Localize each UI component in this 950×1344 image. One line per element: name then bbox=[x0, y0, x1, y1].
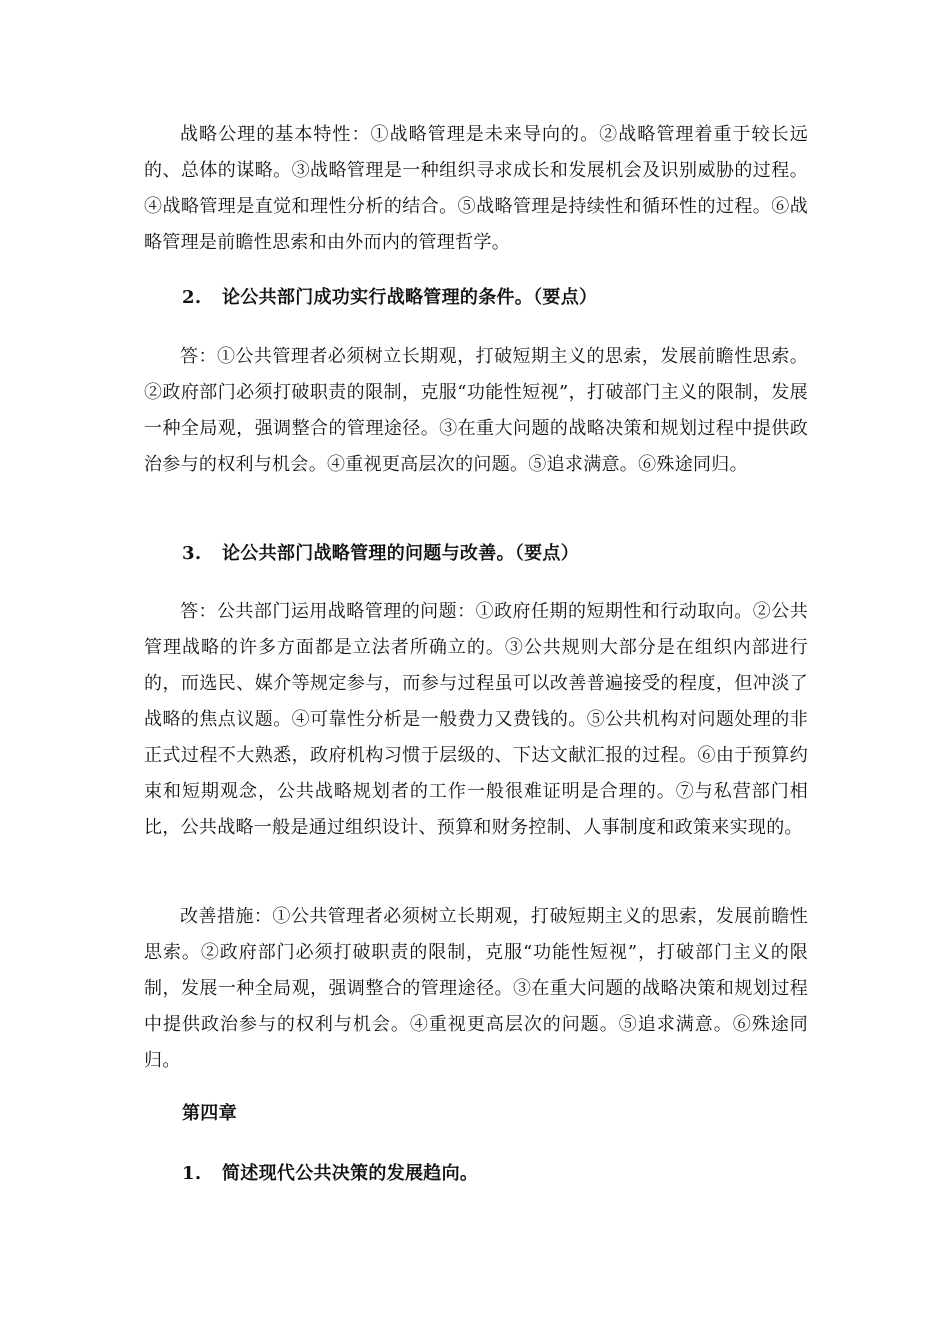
question-heading-3 bbox=[182, 536, 579, 572]
question-number: 1. bbox=[182, 1163, 202, 1184]
question-text: 论公共部门成功实行战略管理的条件。（要点） bbox=[222, 287, 598, 308]
improvement-measures-paragraph: 改善措施：①公共管理者必须树立长期观，打破短期主义的思索，发展前瞻性思索。②政府部门必须打破职责的限制，克服“功能性短视”，打破部门主义的限制，发展一种全局观，强调整合的管理途径。③在重大问题的战略决策和规划过程中提供政治参与的权利与机会。④重视更高层次的问题。⑤追求满意。⑥殊途同归。 bbox=[144, 906, 808, 1071]
question-text: 简述现代公共决策的发展趋向。 bbox=[222, 1163, 479, 1184]
question-heading-2 bbox=[182, 280, 597, 316]
question-number: 3. bbox=[182, 543, 202, 564]
question-number: 2. bbox=[182, 287, 202, 308]
answer-paragraph-3: 答：公共部门运用战略管理的问题：①政府任期的短期性和行动取向。②公共管理战略的许多方面都是立法者所确立的。③公共规则大部分是在组织内部进行的，而选民、媒介等规定参与，而参与过程虽可以改善普遍接受的程度，但冲淡了战略的焦点议题。④可靠性分析是一般费力又费钱的。⑤公共机构对问题处理的非正式过程不大熟悉，政府机构习惯于层级的、下达文献汇报的过程。⑥由于预算约束和短期观念，公共战略规划者的工作一般很难证明是合理的。⑦与私营部门相比，公共战略一般是通过组织设计、预算和财务控制、人事制度和政策来实现的。 bbox=[144, 601, 808, 838]
paragraph-strategic-management-characteristics: 战略公理的基本特性：①战略管理是未来导向的。②战略管理着重于较长远的、总体的谋略。③战略管理是一种组织寻求成长和发展机会及识别威胁的过程。④战略管理是直觉和理性分析的结合。⑤战略管理是持续性和循环性的过程。⑥战略管理是前瞻性思索和由外而内的管理哲学。 bbox=[144, 124, 808, 253]
chapter-heading: 第四章 bbox=[182, 1103, 237, 1124]
question-heading-4-1 bbox=[182, 1156, 478, 1192]
question-text: 论公共部门战略管理的问题与改善。（要点） bbox=[222, 543, 579, 564]
answer-paragraph-2: 答：①公共管理者必须树立长期观，打破短期主义的思索，发展前瞻性思索。②政府部门必须打破职责的限制，克服“功能性短视”，打破部门主义的限制，发展一种全局观，强调整合的管理途径。③在重大问题的战略决策和规划过程中提供政治参与的权利与机会。④重视更高层次的问题。⑤追求满意。⑥殊途同归。 bbox=[144, 346, 808, 475]
